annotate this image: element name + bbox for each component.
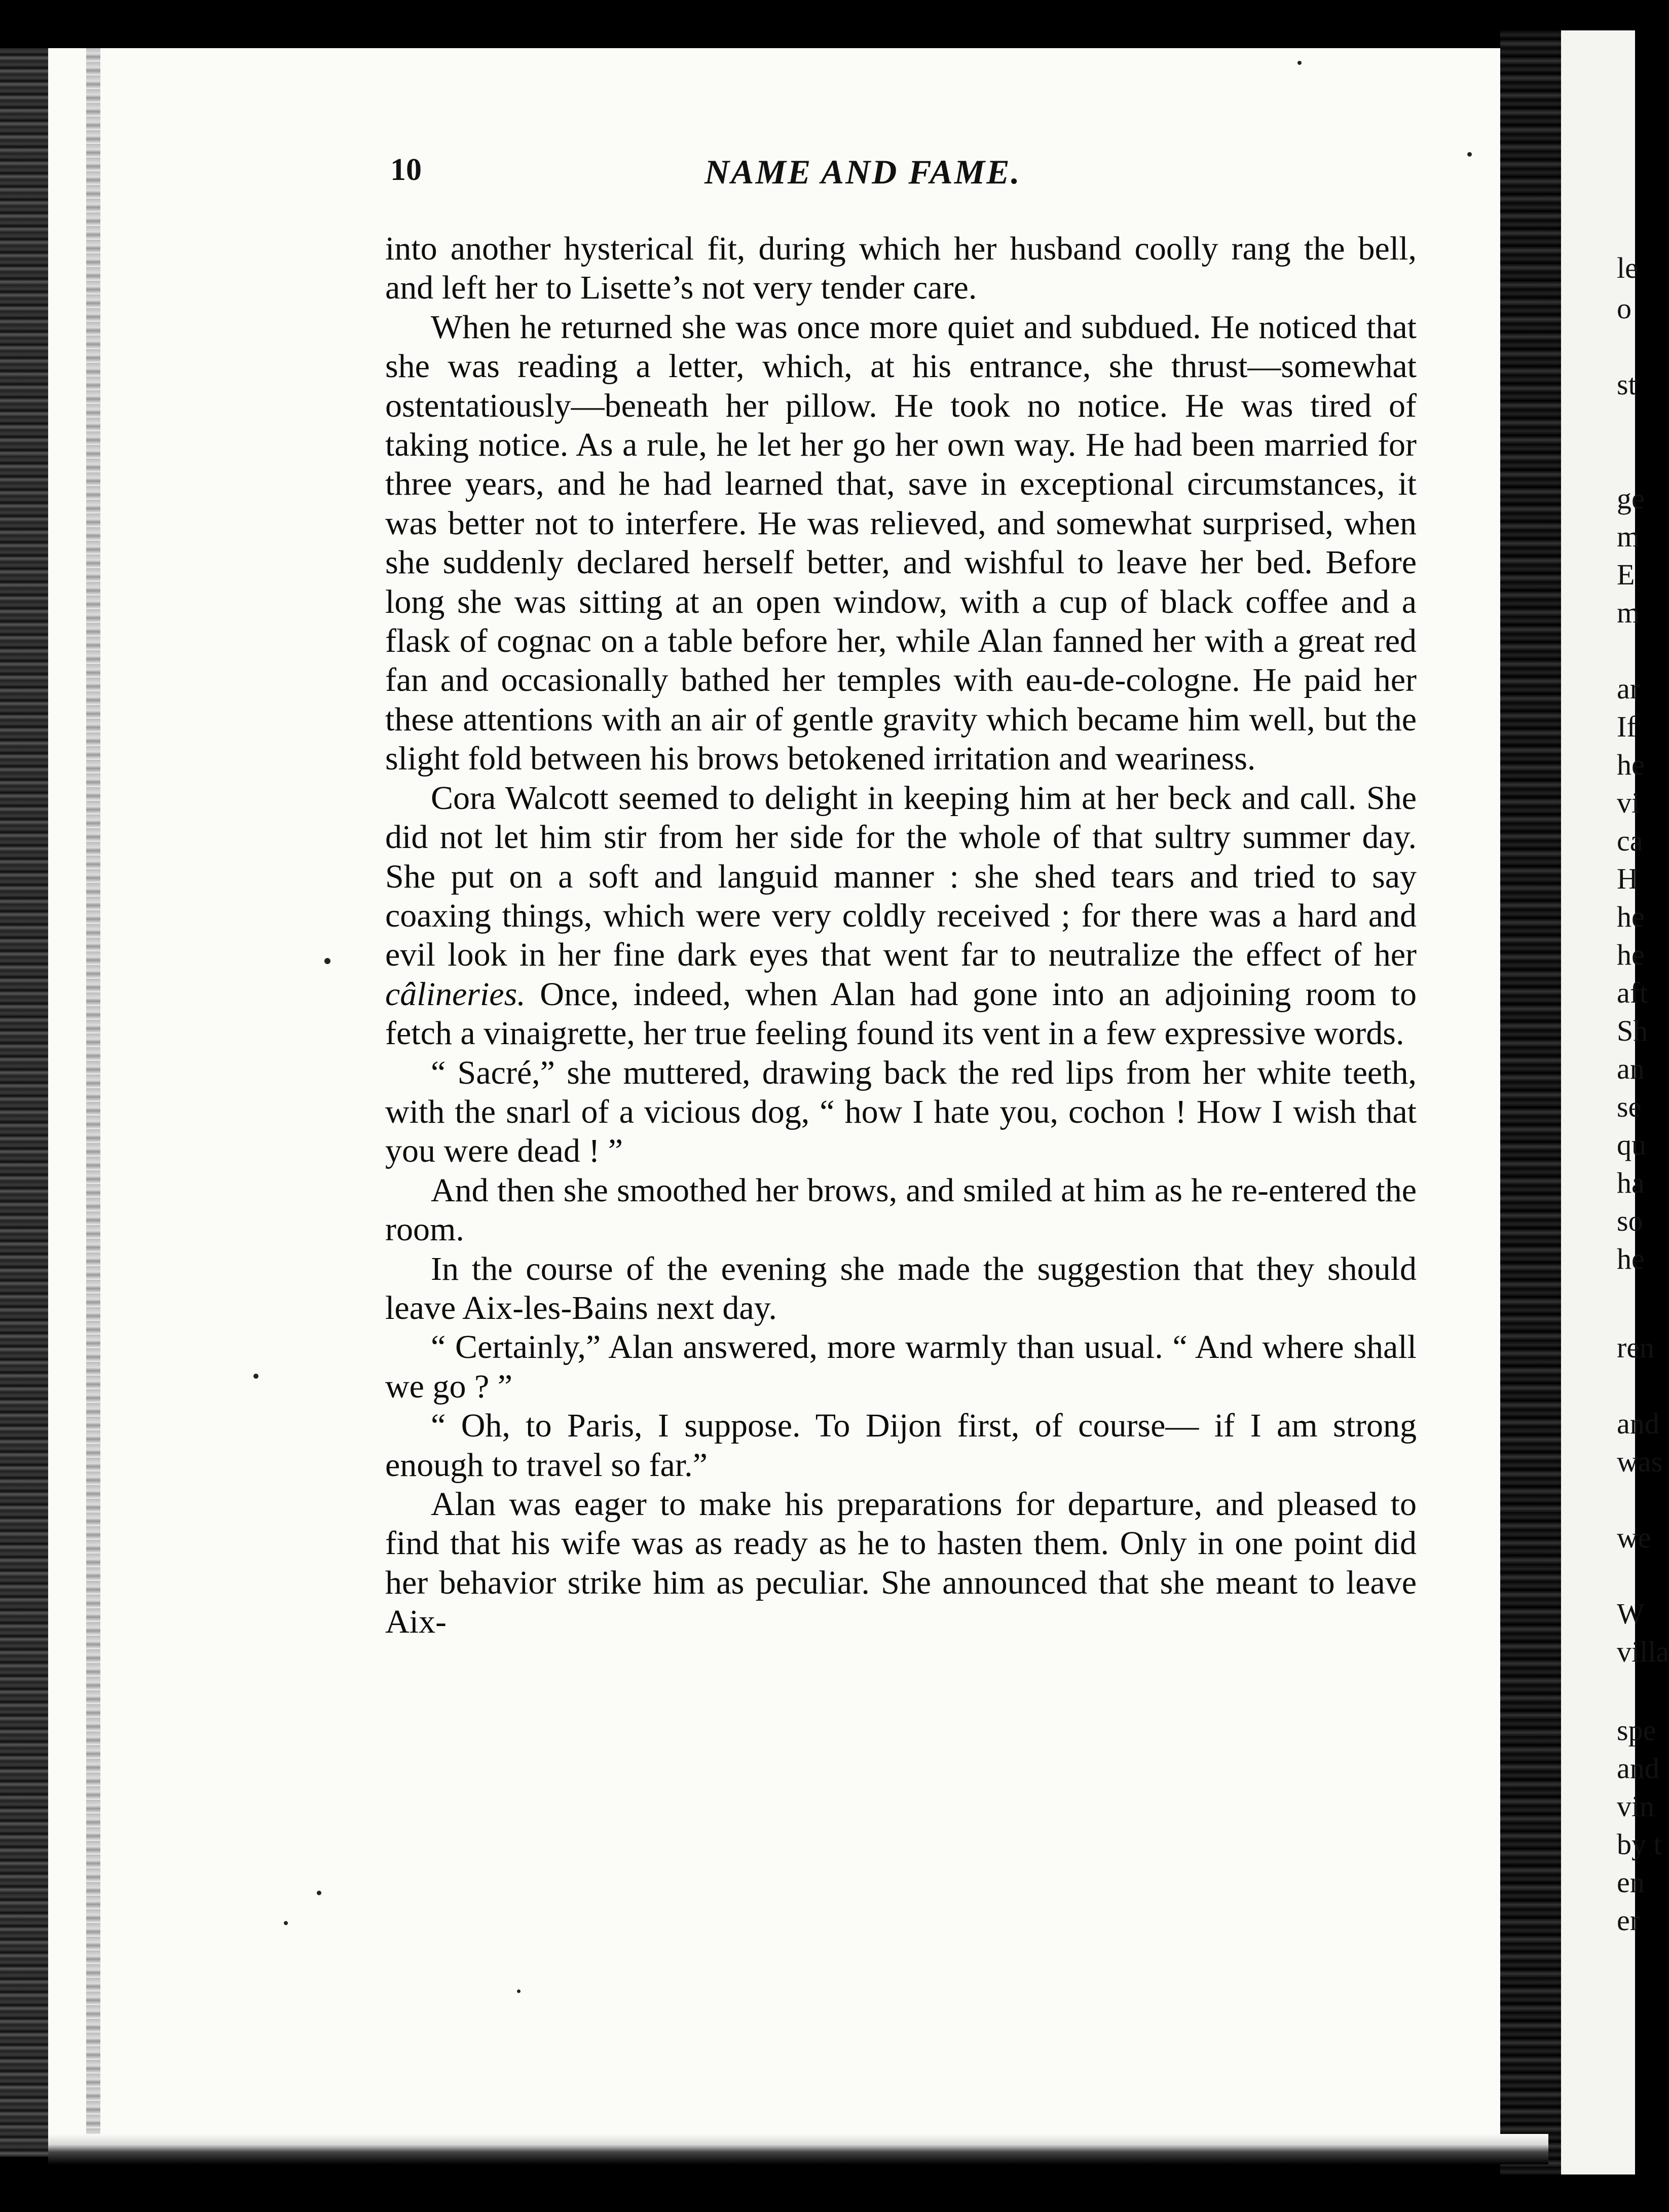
page-number: 10 — [390, 153, 422, 187]
adjacent-fragment: If — [1617, 710, 1637, 743]
adjacent-fragment: ha — [1617, 1166, 1645, 1199]
running-head: NAME AND FAME. — [704, 153, 1021, 191]
paragraph — [385, 779, 1417, 1053]
adjacent-fragment: Sh — [1617, 1014, 1648, 1047]
paragraph-text: Cora Walcott seemed to delight in keeping him at her beck and call. She did not let him stir from her side for the whole of that sultry summer day. She put on a soft and languid manner : she shed tears and tried to say coaxing things, which were very coldly received ; for there was a hard and evil look in her fine dark eyes that went far to neutralize the effect of her — [385, 779, 1417, 974]
adjacent-fragment: he — [1617, 900, 1645, 933]
scan-speck — [284, 1921, 288, 1925]
adjacent-fragment: spe — [1617, 1714, 1656, 1747]
adjacent-fragment: ca — [1617, 824, 1643, 857]
adjacent-page-fragment — [1561, 30, 1669, 2174]
adjacent-fragment: vi — [1617, 786, 1640, 819]
scan-speck — [1467, 152, 1472, 157]
adjacent-fragment: so — [1617, 1204, 1643, 1237]
adjacent-fragment: and — [1617, 1407, 1659, 1440]
page-edge-stack — [86, 48, 100, 2157]
adjacent-fragment: W — [1617, 1597, 1645, 1630]
adjacent-fragment: vin — [1617, 1790, 1655, 1823]
adjacent-fragment: he — [1617, 748, 1645, 781]
paragraph: When he returned she was once more quiet and subdued. He noticed that she was reading a letter, which, at his entrance, she thrust—somewhat ostentatiously—beneath her pillow. He took no notice. He was tired of taking notice. As a rule, he let her go her own way. He had been married for three years, and he had learned that, save in exceptional circumstances, it was better not to interfere. He was relieved, and somewhat surprised, when she suddenly declared herself better, and wishful to leave her bed. Before long she was sitting at an open window, with a cup of black coffee and a flask of cognac on a table before her, while Alan fanned her with a great red fan and occasionally bathed her temples with eau-de-cologne. He paid her these attentions with an air of gentle gravity which became him well, but the slight fold between his brows betokened irritation and weariness. — [385, 308, 1417, 778]
scan-speck — [317, 1891, 321, 1895]
adjacent-fragment: was — [1617, 1445, 1663, 1478]
paragraph-text: Once, indeed, when Alan had gone into an adjoining room to fetch a vinaigrette, her true feeling found its vent in a few expressive words. — [385, 975, 1417, 1052]
adjacent-fragment: an — [1617, 1052, 1645, 1085]
adjacent-fragment: er — [1617, 1904, 1640, 1937]
adjacent-fragment: qu — [1617, 1128, 1646, 1161]
adjacent-fragment: o — [1617, 292, 1631, 325]
paragraph: “ Oh, to Paris, I suppose. To Dijon first, of course— if I am strong enough to travel so far.” — [385, 1407, 1417, 1484]
paragraph: “ Sacré,” she muttered, drawing back the red lips from her white teeth, with the snarl of a vicious dog, “ how I hate you, cochon ! How I wish that you were dead ! ” — [385, 1054, 1417, 1170]
adjacent-fragment: by t — [1617, 1828, 1662, 1861]
adjacent-fragment: H — [1617, 862, 1638, 895]
paragraph: And then she smoothed her brows, and smiled at him as he re-entered the room. — [385, 1171, 1417, 1248]
adjacent-fragment: E — [1617, 558, 1635, 591]
paragraph: In the course of the evening she made the suggestion that they should leave Aix-les-Bains next day. — [385, 1250, 1417, 1326]
book-gutter — [1500, 30, 1561, 2174]
italic-word: câlineries. — [385, 975, 526, 1013]
scan-speck — [253, 1374, 258, 1379]
paragraph: Alan was eager to make his preparations for departure, and pleased to find that his wife was as ready as he to hasten them. Only in one point did her behavior strike him as peculiar. She announced that she meant to leave Aix- — [385, 1486, 1417, 1641]
book-edge-bottom — [48, 2134, 1548, 2164]
adjacent-fragment: ren — [1617, 1331, 1655, 1364]
page-header — [0, 152, 1635, 193]
paragraph: “ Certainly,” Alan answered, more warmly than usual. “ And where shall we go ? ” — [385, 1329, 1417, 1405]
adjacent-fragment: se — [1617, 1090, 1642, 1123]
adjacent-fragment: he — [1617, 938, 1645, 971]
adjacent-fragment: and — [1617, 1752, 1659, 1785]
adjacent-fragment: villa — [1617, 1635, 1669, 1668]
scan-speck — [1297, 61, 1302, 65]
adjacent-fragment: st — [1617, 368, 1637, 401]
adjacent-fragment: en — [1617, 1866, 1645, 1899]
paragraph: into another hysterical fit, during which her husband coolly rang the bell, and left her to Lisette’s not very tender care. — [385, 230, 1417, 307]
adjacent-fragment: we — [1617, 1521, 1651, 1554]
scan-speck — [324, 958, 330, 964]
adjacent-fragment: m — [1617, 520, 1640, 553]
adjacent-fragment: ge — [1617, 482, 1645, 515]
adjacent-fragment: he — [1617, 1242, 1645, 1275]
scan-speck — [517, 1989, 521, 1993]
adjacent-fragment: aft — [1617, 976, 1648, 1009]
adjacent-fragment: le — [1617, 251, 1638, 284]
body-text — [385, 229, 1417, 1642]
adjacent-fragment: ar — [1617, 672, 1640, 705]
adjacent-fragment: m — [1617, 596, 1640, 629]
